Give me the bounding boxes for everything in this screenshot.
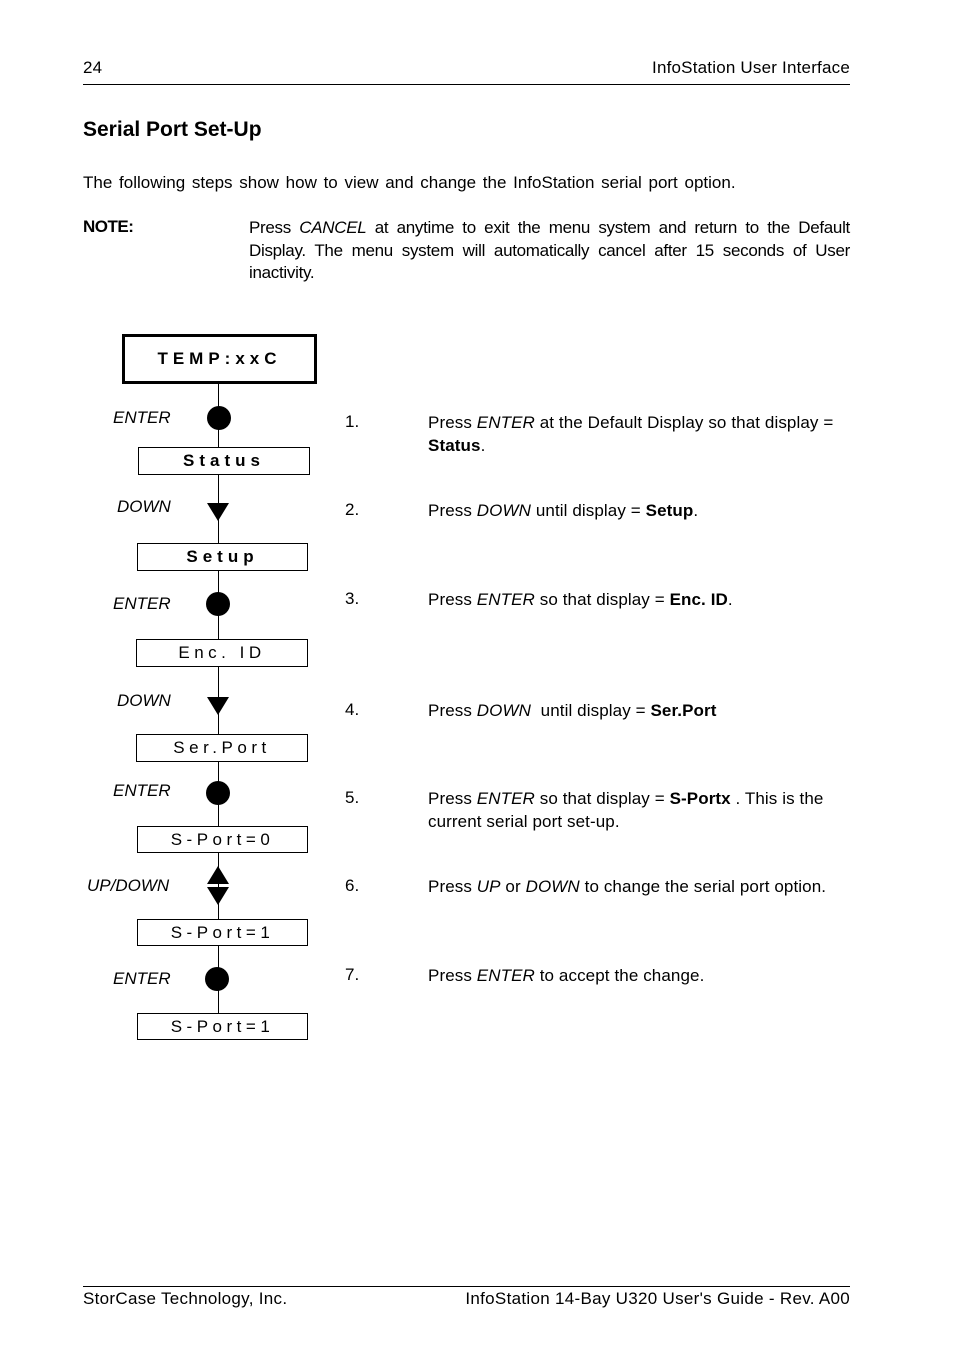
- header-rule: [83, 84, 850, 85]
- step-text: Press ENTER so that display = S-Portx . This is the current serial port set-up.: [428, 789, 824, 831]
- down-arrow-icon: [207, 503, 229, 521]
- note-cancel-key: CANCEL: [299, 218, 367, 237]
- display-status: Status: [138, 447, 310, 475]
- running-header: InfoStation User Interface: [652, 58, 850, 77]
- step-text: Press ENTER so that display = Enc. ID.: [428, 590, 733, 609]
- step-text: Press DOWN until display = Setup.: [428, 501, 699, 520]
- enter-button-dot: [205, 967, 229, 991]
- step-number: 2.: [345, 500, 360, 519]
- display-setup: Setup: [137, 543, 308, 571]
- down-arrow-icon: [207, 697, 229, 715]
- action-label: DOWN: [117, 691, 171, 710]
- display-enc-id: Enc. ID: [136, 639, 308, 667]
- step-number: 1.: [345, 412, 360, 431]
- step-text: Press DOWN until display = Ser.Port: [428, 701, 717, 720]
- note-label: NOTE:: [83, 217, 134, 236]
- display-s-port-0: S-Port=0: [137, 826, 308, 853]
- footer-guide-title: InfoStation 14-Bay U320 User's Guide - Rev. A00: [465, 1289, 850, 1308]
- step-number: 6.: [345, 876, 360, 895]
- up-arrow-icon: [207, 866, 229, 884]
- step-number: 3.: [345, 589, 360, 608]
- action-label: ENTER: [113, 408, 171, 427]
- action-label: DOWN: [117, 497, 171, 516]
- step-text: Press ENTER at the Default Display so that display = Status.: [428, 413, 834, 455]
- action-label: ENTER: [113, 594, 171, 613]
- footer-rule: [83, 1286, 850, 1287]
- action-label: UP/DOWN: [87, 876, 170, 895]
- page-number: 24: [83, 58, 103, 77]
- step-text: Press ENTER to accept the change.: [428, 966, 705, 985]
- down-arrow-icon: [207, 887, 229, 905]
- enter-button-dot: [206, 592, 230, 616]
- display-s-port-1: S-Port=1: [137, 919, 308, 946]
- action-label: ENTER: [113, 969, 171, 988]
- note-text-pre: Press: [249, 218, 300, 237]
- page-title: Serial Port Set-Up: [83, 118, 262, 141]
- note-text-post: at anytime to exit the menu system and return to the Default Display. The menu system will automatically cancel after 15 seconds of User inactivity.: [249, 218, 850, 282]
- display-s-port-1-final: S-Port=1: [137, 1013, 308, 1040]
- enter-button-dot: [207, 406, 231, 430]
- action-label: ENTER: [113, 781, 171, 800]
- note-text: [249, 217, 850, 285]
- display-temp: TEMP:xxC: [122, 334, 317, 384]
- step-number: 5.: [345, 788, 360, 807]
- footer-company: StorCase Technology, Inc.: [83, 1289, 288, 1308]
- step-number: 4.: [345, 700, 360, 719]
- step-number: 7.: [345, 965, 360, 984]
- intro-paragraph: The following steps show how to view and change the InfoStation serial port option.: [83, 173, 736, 192]
- display-ser-port: Ser.Port: [136, 734, 308, 762]
- enter-button-dot: [206, 781, 230, 805]
- step-text: Press UP or DOWN to change the serial port option.: [428, 877, 827, 896]
